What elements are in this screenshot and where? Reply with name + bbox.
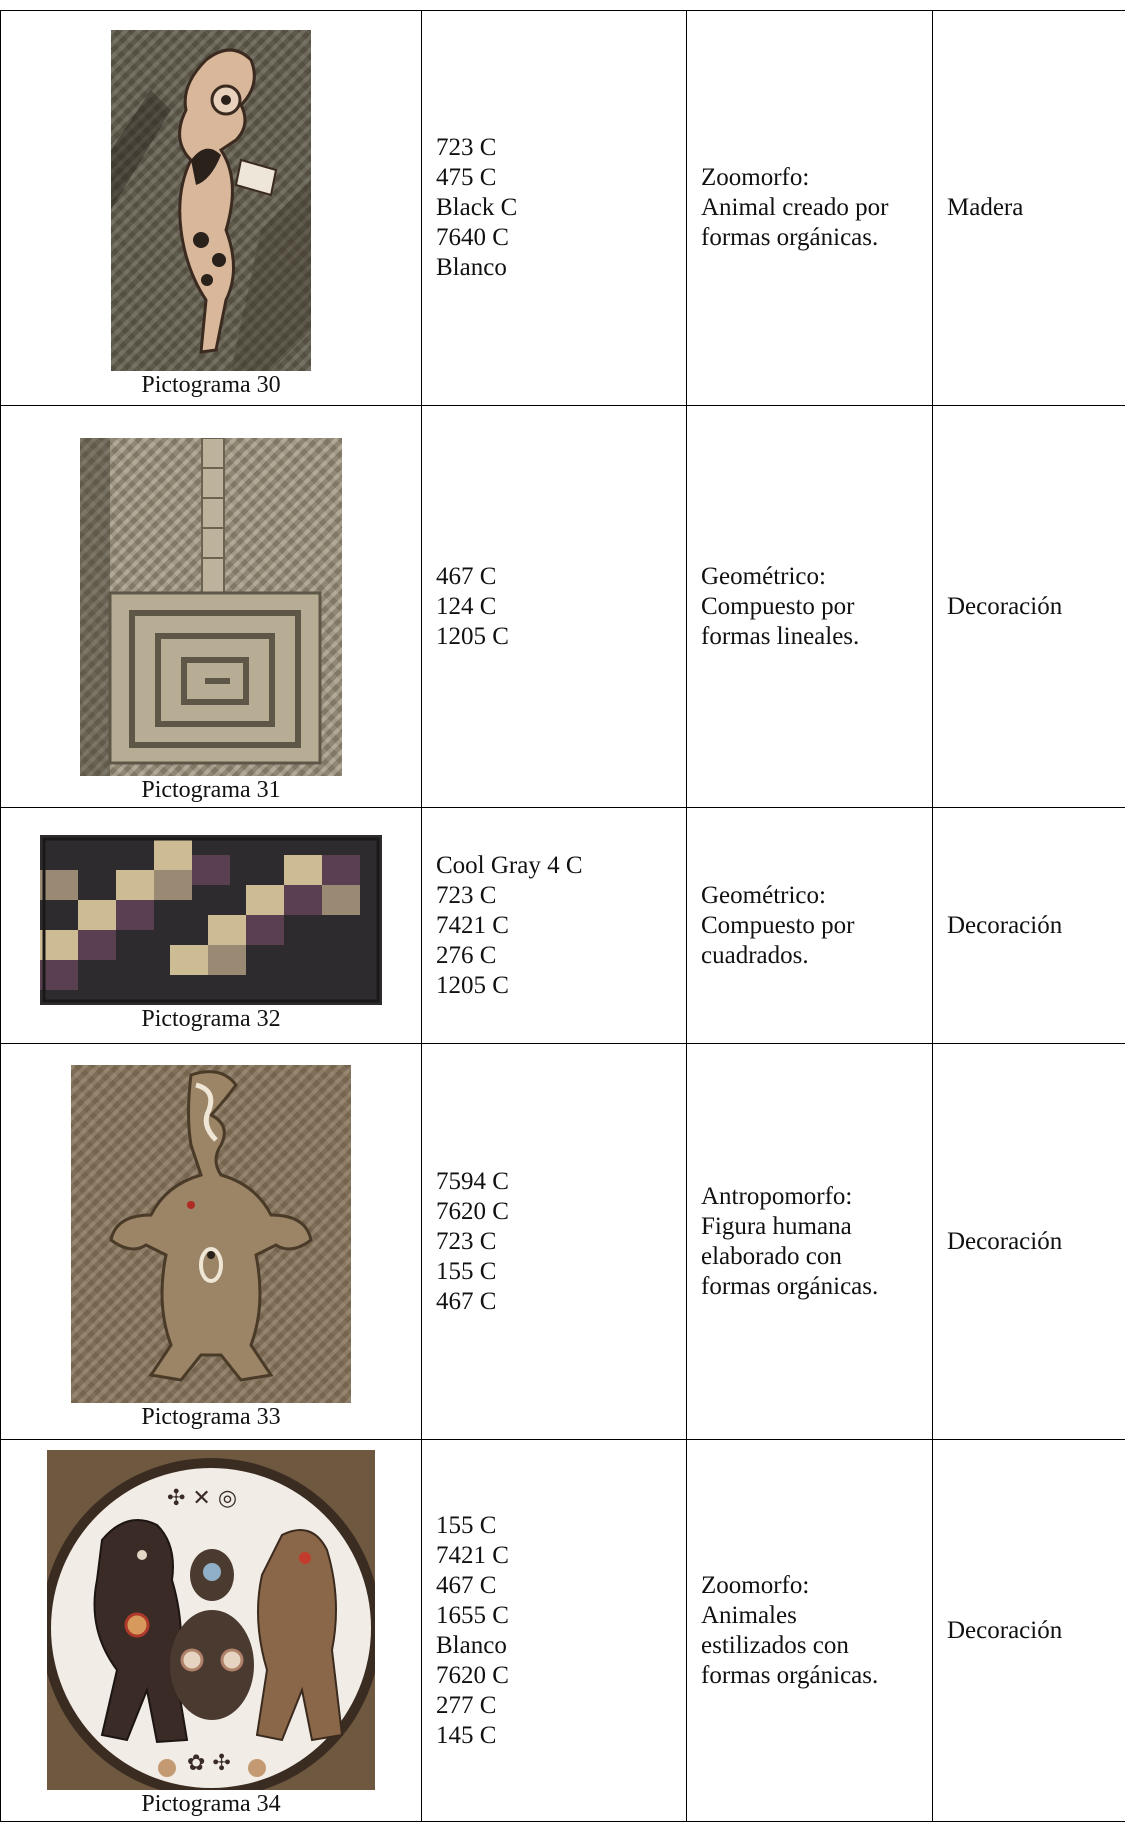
description-line: Geométrico: xyxy=(701,881,932,911)
use-cell: Decoración xyxy=(933,808,1125,1044)
description-line: Zoomorfo: xyxy=(701,163,932,193)
pantone-code: 723 C xyxy=(436,881,686,911)
description-line: elaborado con xyxy=(701,1242,932,1272)
description-line: Antropomorfo: xyxy=(701,1182,932,1212)
pictogram-caption: Pictograma 34 xyxy=(1,1790,421,1818)
stepped-squares-icon xyxy=(40,835,382,1005)
pantone-code: 467 C xyxy=(436,562,686,592)
description-cell xyxy=(687,406,933,808)
pantone-code: 145 C xyxy=(436,1721,686,1751)
table-row xyxy=(1,1440,1125,1822)
description-line: cuadrados. xyxy=(701,941,932,971)
pantone-code: 467 C xyxy=(436,1571,686,1601)
description-line: Compuesto por xyxy=(701,911,932,941)
pantone-code: 723 C xyxy=(436,1227,686,1257)
pantone-code: 475 C xyxy=(436,163,686,193)
spiral-square-icon xyxy=(80,438,342,776)
pictogram-caption: Pictograma 33 xyxy=(1,1403,421,1431)
image-cell xyxy=(1,1440,422,1822)
pantone-colors-cell xyxy=(422,406,687,808)
pantone-code: Cool Gray 4 C xyxy=(436,851,686,881)
use-cell: Madera xyxy=(933,11,1125,406)
pantone-code: 7640 C xyxy=(436,223,686,253)
zoomorph-figure-icon xyxy=(111,30,311,371)
image-cell xyxy=(1,406,422,808)
pantone-code: 467 C xyxy=(436,1287,686,1317)
pantone-code: Black C xyxy=(436,193,686,223)
pantone-code: 723 C xyxy=(436,133,686,163)
pantone-colors-cell xyxy=(422,808,687,1044)
svg-text:✣ ✕ ◎: ✣ ✕ ◎ xyxy=(167,1486,237,1511)
pantone-code: 7421 C xyxy=(436,911,686,941)
pantone-code: 155 C xyxy=(436,1257,686,1287)
description-line: formas orgánicas. xyxy=(701,223,932,253)
pictogram-32-image xyxy=(40,835,382,1005)
pantone-code: 277 C xyxy=(436,1691,686,1721)
pantone-code: 7620 C xyxy=(436,1197,686,1227)
svg-text:✿ ✣: ✿ ✣ xyxy=(187,1751,231,1776)
description-line: Figura humana xyxy=(701,1212,932,1242)
pantone-code: 7620 C xyxy=(436,1661,686,1691)
description-line: estilizados con xyxy=(701,1631,932,1661)
image-cell xyxy=(1,1044,422,1440)
pictogram-31-image xyxy=(80,438,342,776)
circular-medallion-icon xyxy=(47,1450,375,1790)
pantone-code: 7421 C xyxy=(436,1541,686,1571)
table-row xyxy=(1,808,1125,1044)
image-cell xyxy=(1,11,422,406)
description-line: Animales xyxy=(701,1601,932,1631)
pictogram-caption: Pictograma 30 xyxy=(1,371,421,399)
description-cell xyxy=(687,808,933,1044)
pantone-colors-cell xyxy=(422,1440,687,1822)
anthropomorph-figure-icon xyxy=(71,1065,351,1403)
pantone-colors-cell xyxy=(422,11,687,406)
pantone-code: 1205 C xyxy=(436,622,686,652)
pictogram-30-image xyxy=(111,30,311,371)
pantone-code: Blanco xyxy=(436,1631,686,1661)
pantone-code: 276 C xyxy=(436,941,686,971)
pantone-code: 1205 C xyxy=(436,971,686,1001)
pictogram-33-image xyxy=(71,1065,351,1403)
description-line: Zoomorfo: xyxy=(701,1571,932,1601)
description-line: formas lineales. xyxy=(701,622,932,652)
pictogram-caption: Pictograma 32 xyxy=(1,1005,421,1033)
description-line: formas orgánicas. xyxy=(701,1661,932,1691)
description-line: Geométrico: xyxy=(701,562,932,592)
description-cell xyxy=(687,1044,933,1440)
pantone-code: Blanco xyxy=(436,253,686,283)
table-row xyxy=(1,11,1125,406)
use-cell: Decoración xyxy=(933,406,1125,808)
pictogram-table xyxy=(0,10,1125,1822)
pantone-code: 1655 C xyxy=(436,1601,686,1631)
description-line: formas orgánicas. xyxy=(701,1272,932,1302)
description-cell xyxy=(687,11,933,406)
image-cell xyxy=(1,808,422,1044)
pantone-code: 124 C xyxy=(436,592,686,622)
description-line: Compuesto por xyxy=(701,592,932,622)
description-line: Animal creado por xyxy=(701,193,932,223)
use-cell: Decoración xyxy=(933,1044,1125,1440)
table-row xyxy=(1,1044,1125,1440)
description-cell xyxy=(687,1440,933,1822)
pictogram-34-image xyxy=(47,1450,375,1790)
pictogram-caption: Pictograma 31 xyxy=(1,776,421,804)
pantone-code: 7594 C xyxy=(436,1167,686,1197)
use-cell: Decoración xyxy=(933,1440,1125,1822)
pantone-code: 155 C xyxy=(436,1511,686,1541)
pantone-colors-cell xyxy=(422,1044,687,1440)
table-row xyxy=(1,406,1125,808)
